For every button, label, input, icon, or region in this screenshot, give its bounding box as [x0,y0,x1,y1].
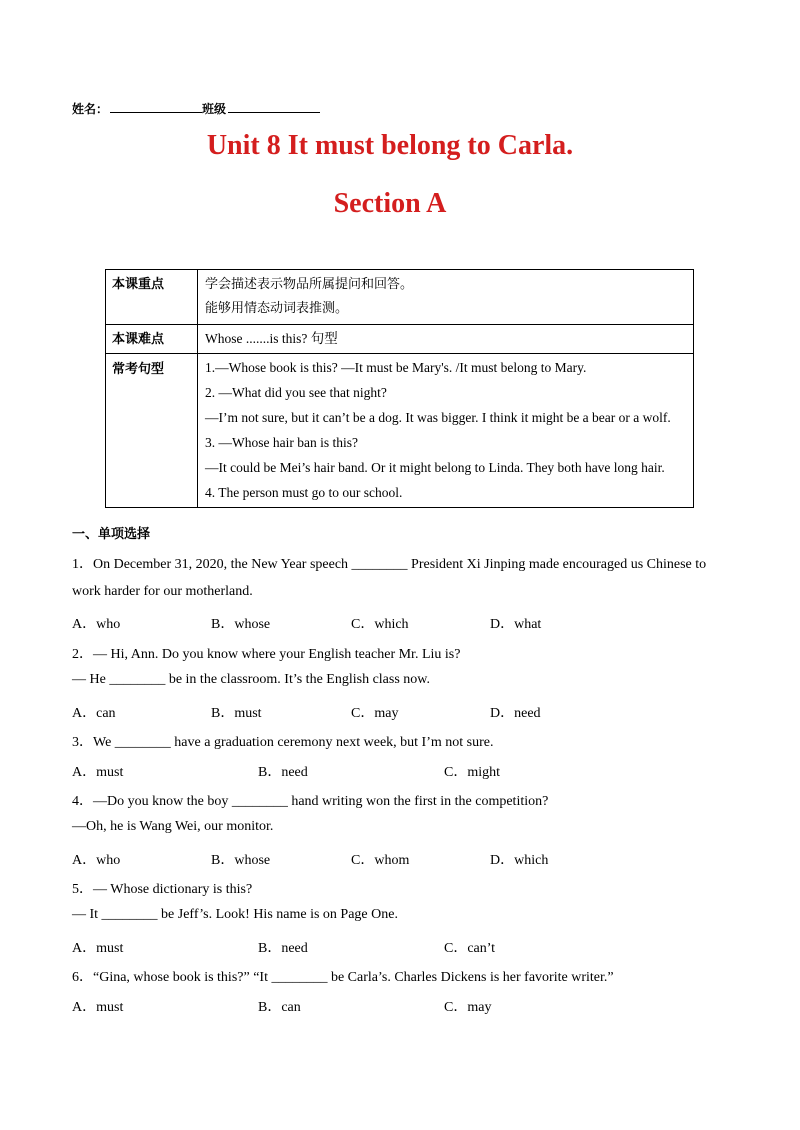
difficulty-row [106,325,694,354]
patterns-label: 常考句型 [106,354,198,508]
question-5-stem-cont: — It ________ be Jeff’s. Look! His name is on Page One. [72,907,398,922]
pattern-line: 2. —What did you see that night? [205,385,387,400]
class-label: 班级 [202,102,227,116]
question-5-option-a[interactable]: A．must [72,941,124,956]
question-4-option-a[interactable]: A．who [72,853,121,868]
question-4-option-b[interactable]: B．whose [211,853,271,868]
page-subtitle: Section A [333,188,447,219]
pattern-line: 1.—Whose book is this? —It must be Mary's. /It must belong to Mary. [205,360,587,375]
question-4-option-d[interactable]: D．which [490,853,549,868]
student-info-line [72,100,320,117]
focus-content [198,270,694,325]
question-5-stem: 5．— Whose dictionary is this? [72,882,253,897]
focus-label: 本课重点 [106,270,198,325]
lesson-info-table [105,269,694,508]
question-2-option-b[interactable]: B．must [211,706,262,721]
name-label: 姓名： [72,102,109,116]
question-3-option-c[interactable]: C．might [444,765,501,780]
question-1-stem: 1．On December 31, 2020, the New Year speech ________ President Xi Jinping made encouraged us Chinese to [72,557,707,572]
class-blank[interactable] [228,100,320,113]
question-3-stem: 3．We ________ have a graduation ceremony next week, but I’m not sure. [72,735,494,750]
question-1-option-a[interactable]: A．who [72,617,121,632]
question-2-option-a[interactable]: A．can [72,706,116,721]
question-1-option-c[interactable]: C．which [351,617,409,632]
section-heading: 一、单项选择 [72,527,151,542]
question-1-option-b[interactable]: B．whose [211,617,271,632]
question-6-option-a[interactable]: A．must [72,1000,124,1015]
question-6-stem: 6．“Gina, whose book is this?” “It ________ be Carla’s. Charles Dickens is her favorite writer.” [72,970,614,985]
focus-line: 学会描述表示物品所属提问和回答。 [205,277,414,292]
question-4-stem-cont: —Oh, he is Wang Wei, our monitor. [72,819,274,834]
question-3-option-a[interactable]: A．must [72,765,124,780]
question-2-option-d[interactable]: D．need [490,706,541,721]
question-2-option-c[interactable]: C．may [351,706,399,721]
pattern-line: 3. —Whose hair ban is this? [205,435,358,450]
difficulty-label: 本课难点 [106,325,198,354]
difficulty-content [198,325,694,354]
question-6-option-b[interactable]: B．can [258,1000,301,1015]
question-2-stem-cont: — He ________ be in the classroom. It’s the English class now. [72,672,430,687]
question-4-stem: 4．—Do you know the boy ________ hand writing won the first in the competition? [72,794,549,809]
patterns-content [198,354,694,508]
question-1-stem-cont: work harder for our motherland. [72,584,253,599]
page-title: Unit 8 It must belong to Carla. [206,130,574,161]
question-5-option-b[interactable]: B．need [258,941,308,956]
focus-row [106,270,694,325]
difficulty-text: Whose .......is this? 句型 [205,331,338,346]
question-3-option-b[interactable]: B．need [258,765,308,780]
pattern-line: —It could be Mei’s hair band. Or it might belong to Linda. They both have long hair. [205,460,665,475]
question-6-option-c[interactable]: C．may [444,1000,492,1015]
pattern-line: 4. The person must go to our school. [205,485,403,500]
question-4-option-c[interactable]: C．whom [351,853,410,868]
name-blank[interactable] [110,100,202,113]
question-5-option-c[interactable]: C．can’t [444,941,496,956]
focus-line: 能够用情态动词表推测。 [205,301,349,316]
pattern-line: —I’m not sure, but it can’t be a dog. It was bigger. I think it might be a bear or a wolf. [205,410,671,425]
question-1-option-d[interactable]: D．what [490,617,542,632]
patterns-row [106,354,694,508]
question-2-stem: 2．— Hi, Ann. Do you know where your English teacher Mr. Liu is? [72,647,461,662]
